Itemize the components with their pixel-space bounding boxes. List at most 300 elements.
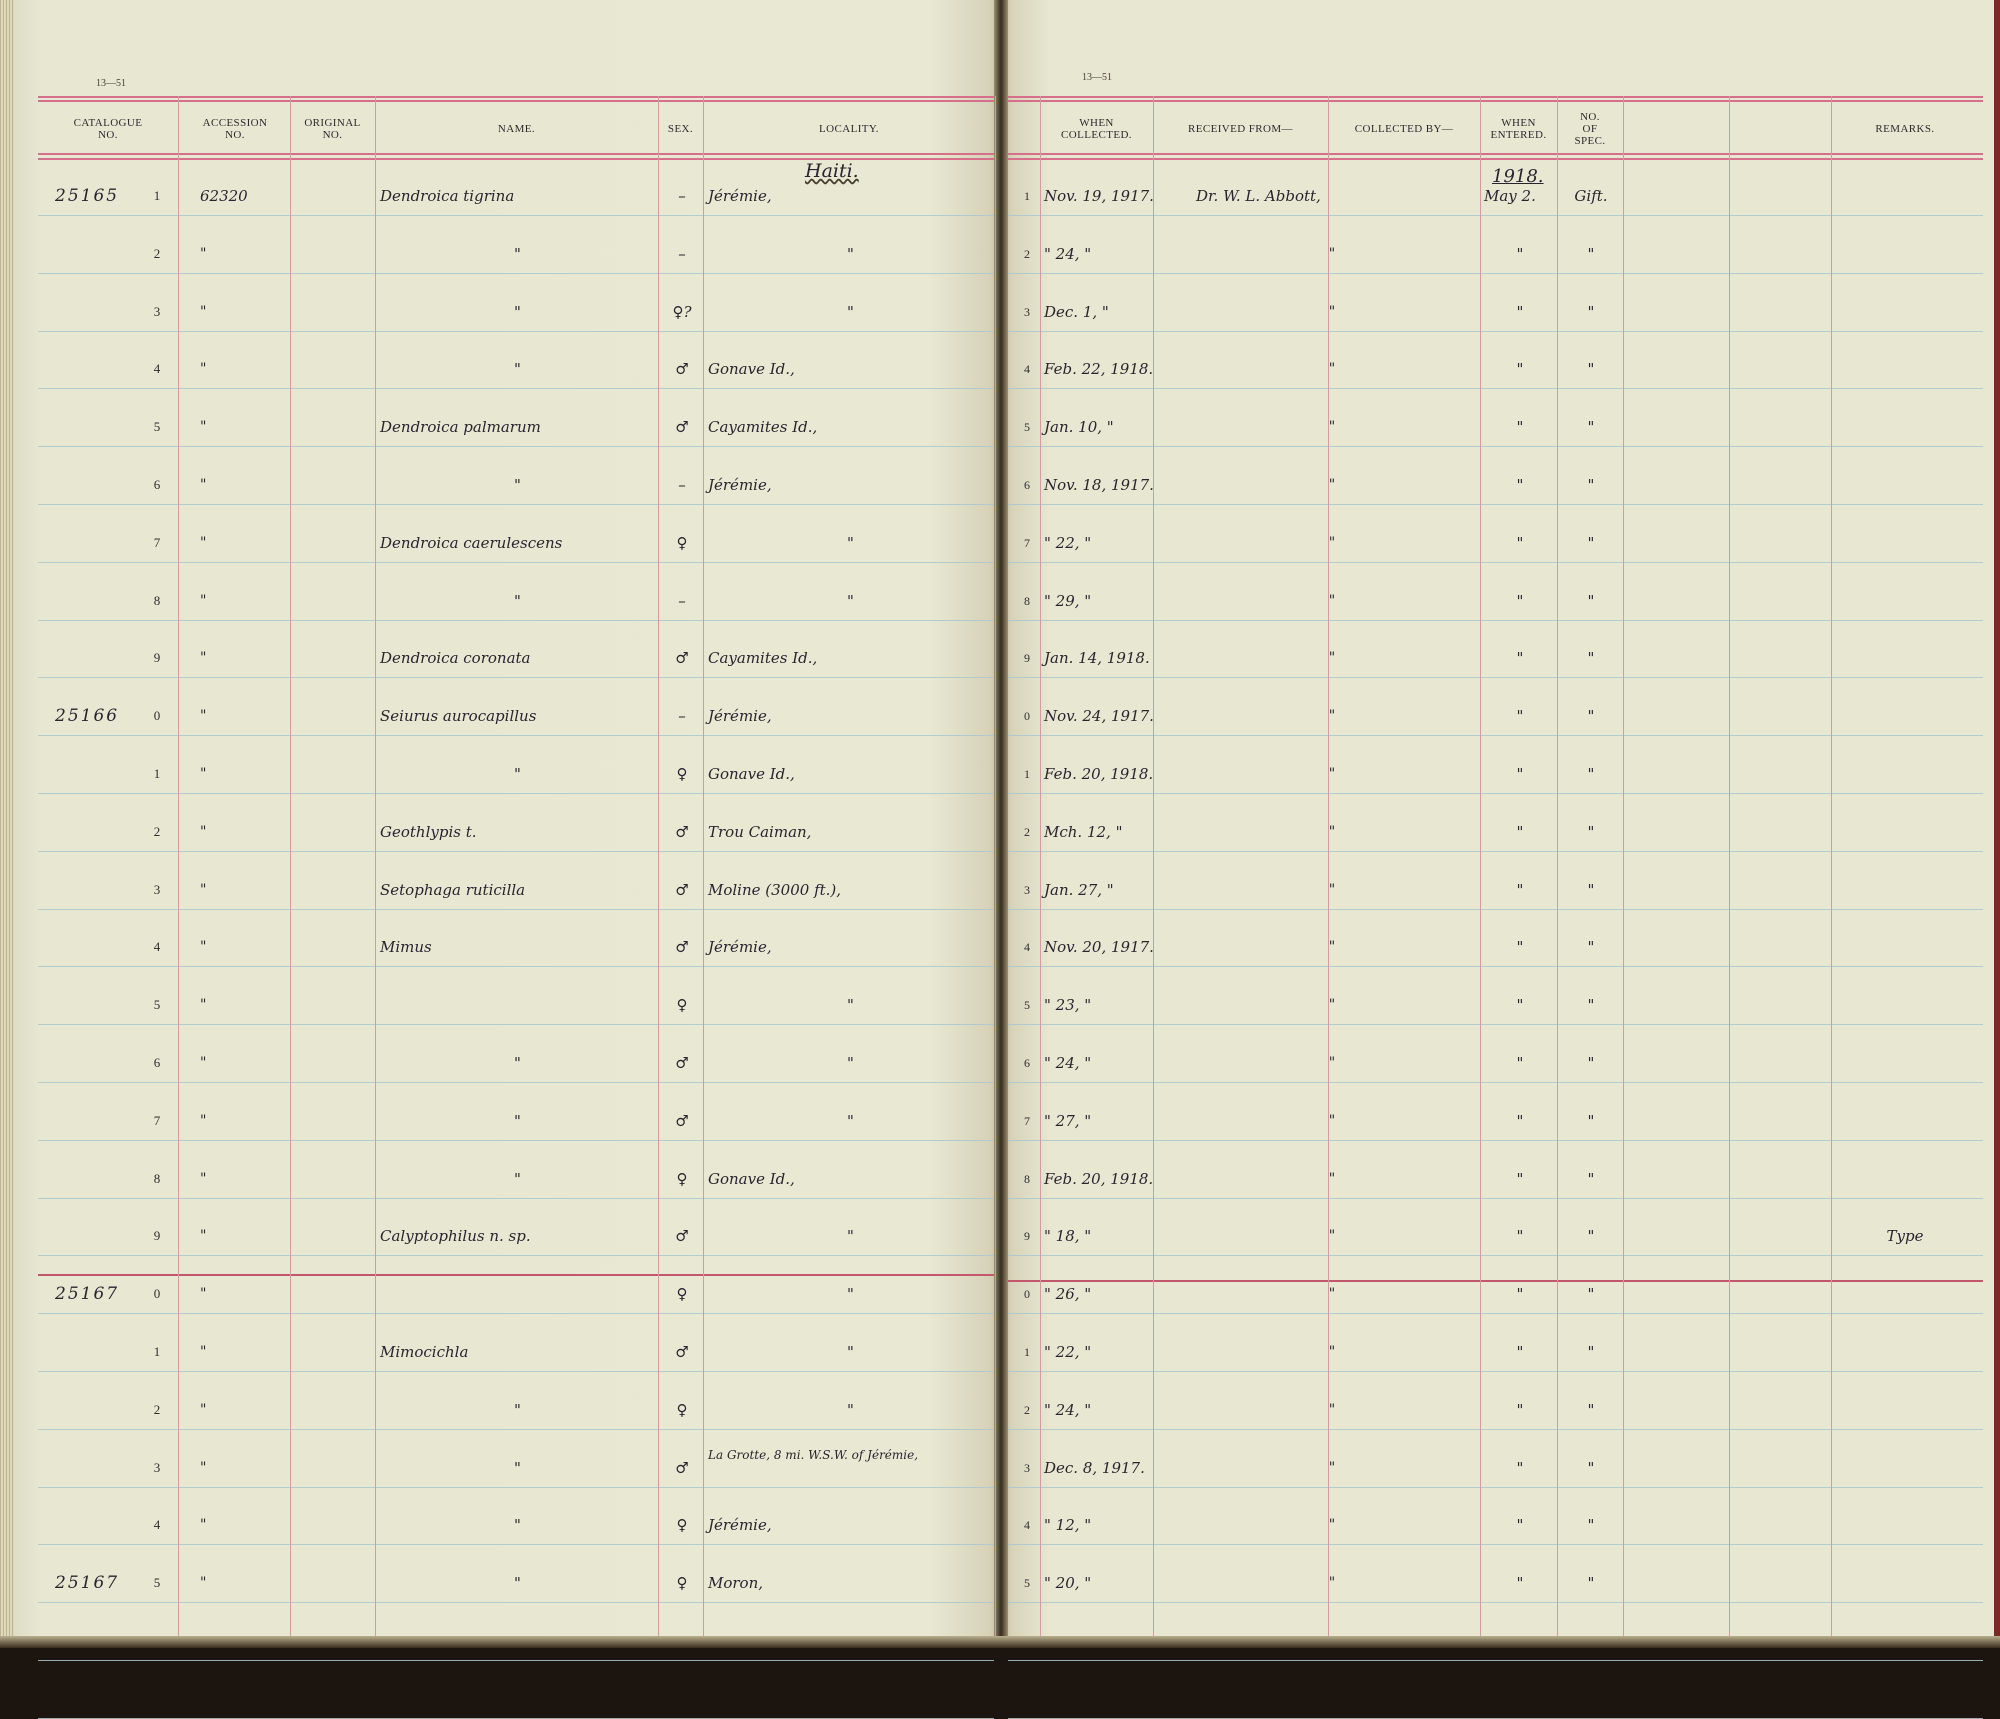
species-name: Seiurus aurocapillus [380, 707, 537, 725]
sex-symbol: ♂ [675, 1459, 689, 1477]
number-of-specimens: " [1587, 1459, 1595, 1477]
date-collected: " 24, " [1044, 245, 1092, 263]
locality: " [847, 592, 854, 610]
accession-number: " [200, 997, 207, 1013]
locality: Cayamites Id., [708, 418, 818, 436]
sex-symbol: – [678, 592, 686, 610]
sex-symbol: ♀ [676, 1574, 688, 1592]
table-row [0, 812, 2000, 856]
date-entered: " [1516, 1227, 1524, 1245]
date-entered: " [1516, 303, 1524, 321]
locality: Jérémie, [708, 476, 772, 494]
date-entered: " [1516, 1574, 1524, 1592]
sex-symbol: – [678, 187, 686, 205]
locality: La Grotte, 8 mi. W.S.W. of Jérémie, [708, 1448, 919, 1462]
collected-by: " [1328, 1575, 1336, 1591]
date-collected: " 22, " [1044, 534, 1092, 552]
row-index-right: 1 [1024, 767, 1030, 781]
number-of-specimens: " [1587, 1285, 1595, 1303]
catalogue-number: 25167 [55, 1284, 120, 1304]
number-of-specimens: " [1587, 707, 1595, 725]
species-name: " [514, 476, 521, 494]
date-collected: Nov. 24, 1917. [1044, 707, 1154, 725]
accession-number: " [200, 1460, 207, 1476]
date-entered: " [1516, 1170, 1524, 1188]
number-of-specimens: Gift. [1574, 187, 1608, 205]
locality-heading: Haiti. [805, 160, 859, 182]
table-row [0, 1505, 2000, 1549]
species-name: " [514, 1401, 521, 1419]
number-of-specimens: " [1587, 649, 1595, 667]
locality: Jérémie, [708, 1516, 772, 1534]
header-catalogue-no: CATALOGUE NO. [73, 117, 143, 141]
catalogue-last-digit: 9 [153, 650, 161, 665]
row-index-right: 1 [1024, 1345, 1030, 1359]
header-rule-right [1008, 158, 1983, 160]
number-of-specimens: " [1587, 303, 1595, 321]
date-entered: " [1516, 245, 1524, 263]
locality: " [847, 1227, 854, 1245]
sex-symbol: ♂ [675, 1343, 689, 1361]
catalogue-last-digit: 5 [153, 1575, 161, 1590]
catalogue-number: 25166 [55, 706, 120, 726]
accession-number: " [200, 766, 207, 782]
row-index-right: 1 [1024, 189, 1030, 203]
number-of-specimens: " [1587, 418, 1595, 436]
sex-symbol: ♂ [675, 881, 689, 899]
date-collected: Feb. 20, 1918. [1044, 765, 1154, 783]
table-row [0, 1332, 2000, 1376]
header-sex: SEX. [667, 123, 694, 135]
table-row [0, 1274, 2000, 1318]
number-of-specimens: " [1587, 823, 1595, 841]
collected-by: " [1328, 766, 1336, 782]
species-name: " [514, 245, 521, 263]
catalogue-last-digit: 0 [153, 708, 161, 723]
date-collected: Dec. 1, " [1044, 303, 1109, 321]
species-name: " [514, 1574, 521, 1592]
date-collected: Jan. 14, 1918. [1044, 649, 1150, 667]
catalogue-last-digit: 9 [153, 1228, 161, 1243]
number-of-specimens: " [1587, 1343, 1595, 1361]
date-entered: " [1516, 996, 1524, 1014]
date-collected: " 24, " [1044, 1401, 1092, 1419]
sex-symbol: ♂ [675, 418, 689, 436]
accession-number: " [200, 1344, 207, 1360]
species-name: Setophaga ruticilla [380, 881, 526, 899]
table-row [0, 523, 2000, 567]
row-index-right: 2 [1024, 825, 1030, 839]
table-row [0, 1216, 2000, 1260]
catalogue-last-digit: 4 [153, 939, 161, 954]
date-collected: " 23, " [1044, 996, 1092, 1014]
collected-by: " [1328, 419, 1336, 435]
row-index-right: 6 [1024, 478, 1030, 492]
table-row [0, 176, 2000, 220]
row-index-right: 2 [1024, 247, 1030, 261]
collected-by: " [1328, 1113, 1336, 1129]
number-of-specimens: " [1587, 1227, 1595, 1245]
species-name: Dendroica palmarum [380, 418, 541, 436]
date-collected: Nov. 19, 1917. [1044, 187, 1154, 205]
table-row [0, 870, 2000, 914]
locality: Jérémie, [708, 187, 772, 205]
date-collected: " 18, " [1044, 1227, 1092, 1245]
table-row [0, 696, 2000, 740]
sex-symbol: ♀ [676, 765, 688, 783]
sex-symbol: ♀ [676, 1170, 688, 1188]
locality: Gonave Id., [708, 360, 795, 378]
species-name: " [514, 303, 521, 321]
table-row [0, 1390, 2000, 1434]
collected-by: " [1328, 1055, 1336, 1071]
catalogue-last-digit: 6 [153, 1055, 161, 1070]
number-of-specimens: " [1587, 1574, 1595, 1592]
locality: " [847, 1112, 854, 1130]
collected-by: " [1328, 1460, 1336, 1476]
collected-by: " [1328, 939, 1336, 955]
date-collected: " 27, " [1044, 1112, 1092, 1130]
date-entered: " [1516, 360, 1524, 378]
catalogue-last-digit: 7 [153, 1113, 161, 1128]
collected-by: " [1328, 246, 1336, 262]
sex-symbol: – [678, 476, 686, 494]
catalogue-last-digit: 8 [153, 593, 161, 608]
date-entered: " [1516, 1459, 1524, 1477]
locality: Gonave Id., [708, 1170, 795, 1188]
number-of-specimens: " [1587, 1054, 1595, 1072]
header-locality: LOCALITY. [819, 123, 879, 135]
catalogue-last-digit: 2 [153, 246, 161, 261]
table-row [0, 581, 2000, 625]
catalogue-number: 25167 [55, 1573, 120, 1593]
species-name: " [514, 1054, 521, 1072]
year-heading: 1918. [1492, 166, 1544, 187]
species-name: Mimocichla [380, 1343, 469, 1361]
number-of-specimens: " [1587, 592, 1595, 610]
row-index-right: 9 [1024, 1229, 1030, 1243]
date-collected: Mch. 12, " [1044, 823, 1123, 841]
date-collected: Feb. 20, 1918. [1044, 1170, 1154, 1188]
locality: " [847, 534, 854, 552]
sex-symbol: – [678, 707, 686, 725]
catalogue-last-digit: 3 [153, 1460, 161, 1475]
header-name: NAME. [497, 123, 536, 135]
accession-number: " [200, 1228, 207, 1244]
number-of-specimens: " [1587, 1401, 1595, 1419]
species-name: Mimus [380, 938, 432, 956]
header-rule-left [38, 96, 994, 98]
accession-number: " [200, 1055, 207, 1071]
row-index-right: 7 [1024, 536, 1030, 550]
header-when-entered: WHEN ENTERED. [1490, 117, 1547, 141]
accession-number: " [200, 1402, 207, 1418]
row-index-right: 8 [1024, 1172, 1030, 1186]
number-of-specimens: " [1587, 476, 1595, 494]
date-entered: May 2. [1484, 187, 1536, 205]
locality: Moline (3000 ft.), [708, 881, 842, 899]
header-rule-right [1008, 100, 1983, 102]
row-index-right: 8 [1024, 594, 1030, 608]
accession-number: " [200, 361, 207, 377]
accession-number: " [200, 304, 207, 320]
date-entered: " [1516, 1343, 1524, 1361]
row-index-right: 3 [1024, 883, 1030, 897]
catalogue-last-digit: 0 [153, 1286, 161, 1301]
accession-number: " [200, 824, 207, 840]
date-entered: " [1516, 1516, 1524, 1534]
species-name: Dendroica coronata [380, 649, 531, 667]
catalogue-last-digit: 5 [153, 419, 161, 434]
species-name: Geothlypis t. [380, 823, 477, 841]
locality: Cayamites Id., [708, 649, 818, 667]
species-name: " [514, 1516, 521, 1534]
date-entered: " [1516, 823, 1524, 841]
accession-number: " [200, 708, 207, 724]
sex-symbol: ♂ [675, 938, 689, 956]
date-collected: " 24, " [1044, 1054, 1092, 1072]
catalogue-last-digit: 4 [153, 361, 161, 376]
number-of-specimens: " [1587, 245, 1595, 263]
date-collected: Nov. 20, 1917. [1044, 938, 1154, 956]
collected-by: " [1328, 1171, 1336, 1187]
row-index-right: 7 [1024, 1114, 1030, 1128]
table-row [0, 234, 2000, 278]
date-collected: Jan. 10, " [1044, 418, 1114, 436]
locality: Gonave Id., [708, 765, 795, 783]
number-of-specimens: " [1587, 360, 1595, 378]
species-name: " [514, 592, 521, 610]
collected-by: " [1328, 1517, 1336, 1533]
table-row [0, 927, 2000, 971]
row-index-right: 4 [1024, 362, 1030, 376]
collected-by: " [1328, 708, 1336, 724]
row-index-right: 3 [1024, 305, 1030, 319]
accession-number: " [200, 1575, 207, 1591]
locality: " [847, 1285, 854, 1303]
catalogue-last-digit: 3 [153, 882, 161, 897]
collected-by: " [1328, 477, 1336, 493]
row-index-right: 4 [1024, 940, 1030, 954]
sex-symbol: ♂ [675, 823, 689, 841]
collected-by: " [1328, 593, 1336, 609]
species-name: Calyptophilus n. sp. [380, 1227, 531, 1245]
date-entered: " [1516, 1054, 1524, 1072]
collected-by: " [1328, 535, 1336, 551]
date-collected: Feb. 22, 1918. [1044, 360, 1154, 378]
sex-symbol: ♂ [675, 649, 689, 667]
row-index-right: 4 [1024, 1518, 1030, 1532]
left-page-number: 13—51 [96, 78, 126, 89]
number-of-specimens: " [1587, 881, 1595, 899]
date-entered: " [1516, 534, 1524, 552]
accession-number: " [200, 477, 207, 493]
date-collected: " 20, " [1044, 1574, 1092, 1592]
catalogue-last-digit: 6 [153, 477, 161, 492]
accession-number: 62320 [200, 187, 248, 205]
number-of-specimens: " [1587, 1112, 1595, 1130]
collected-by: " [1328, 997, 1336, 1013]
collected-by: " [1328, 1286, 1336, 1302]
locality: " [847, 1401, 854, 1419]
header-no-of-spec: NO. OF SPEC. [1574, 111, 1606, 147]
locality: " [847, 996, 854, 1014]
accession-number: " [200, 535, 207, 551]
book-bottom-edge [0, 1636, 2000, 1648]
collected-by: " [1328, 882, 1336, 898]
header-remarks: REMARKS. [1875, 123, 1935, 135]
date-entered: " [1516, 765, 1524, 783]
locality: Moron, [708, 1574, 764, 1592]
date-entered: " [1516, 707, 1524, 725]
species-name: Dendroica tigrina [380, 187, 515, 205]
sex-symbol: ♀ [676, 534, 688, 552]
accession-number: " [200, 246, 207, 262]
header-rule-right [1008, 96, 1983, 98]
locality: Jérémie, [708, 938, 772, 956]
table-row [0, 638, 2000, 682]
table-row [0, 1159, 2000, 1203]
species-name: " [514, 1170, 521, 1188]
accession-number: " [200, 939, 207, 955]
row-rule-right [1008, 1660, 1983, 1661]
date-entered: " [1516, 1112, 1524, 1130]
locality: " [847, 245, 854, 263]
accession-number: " [200, 1171, 207, 1187]
date-collected: " 26, " [1044, 1285, 1092, 1303]
table-row [0, 985, 2000, 1029]
date-collected: " 22, " [1044, 1343, 1092, 1361]
header-received-from: RECEIVED FROM— [1188, 123, 1293, 135]
number-of-specimens: " [1587, 1170, 1595, 1188]
catalogue-last-digit: 1 [153, 766, 161, 781]
accession-number: " [200, 419, 207, 435]
sex-symbol: ♀ [676, 1285, 688, 1303]
row-index-right: 6 [1024, 1056, 1030, 1070]
species-name: " [514, 360, 521, 378]
table-row [0, 407, 2000, 451]
row-index-right: 0 [1024, 1287, 1030, 1301]
row-index-right: 3 [1024, 1461, 1030, 1475]
header-collected-by: COLLECTED BY— [1354, 123, 1454, 135]
catalogue-last-digit: 5 [153, 997, 161, 1012]
table-row [0, 754, 2000, 798]
collected-by: " [1328, 304, 1336, 320]
header-accession-no: ACCESSION NO. [202, 117, 268, 141]
date-collected: Jan. 27, " [1044, 881, 1114, 899]
catalogue-last-digit: 7 [153, 535, 161, 550]
species-name: " [514, 765, 521, 783]
collected-by: " [1328, 824, 1336, 840]
sex-symbol: ♀? [672, 303, 692, 321]
table-row [0, 1101, 2000, 1145]
locality: " [847, 1054, 854, 1072]
date-collected: " 12, " [1044, 1516, 1092, 1534]
catalogue-last-digit: 2 [153, 1402, 161, 1417]
catalogue-last-digit: 3 [153, 304, 161, 319]
sex-symbol: ♂ [675, 1112, 689, 1130]
catalogue-last-digit: 4 [153, 1517, 161, 1532]
sex-symbol: – [678, 245, 686, 263]
date-collected: " 29, " [1044, 592, 1092, 610]
locality: " [847, 303, 854, 321]
sex-symbol: ♀ [676, 1401, 688, 1419]
accession-number: " [200, 1286, 207, 1302]
catalogue-number: 25165 [55, 186, 120, 206]
catalogue-last-digit: 1 [153, 188, 161, 203]
row-index-right: 5 [1024, 420, 1030, 434]
row-index-right: 2 [1024, 1403, 1030, 1417]
number-of-specimens: " [1587, 534, 1595, 552]
sex-symbol: ♂ [675, 1054, 689, 1072]
header-when-collected: WHEN COLLECTED. [1061, 117, 1132, 141]
row-index-right: 0 [1024, 709, 1030, 723]
accession-number: " [200, 1113, 207, 1129]
species-name: " [514, 1459, 521, 1477]
accession-number: " [200, 650, 207, 666]
date-entered: " [1516, 881, 1524, 899]
date-collected: Nov. 18, 1917. [1044, 476, 1154, 494]
sex-symbol: ♀ [676, 1516, 688, 1534]
header-rule-left [38, 100, 994, 102]
row-index-right: 5 [1024, 998, 1030, 1012]
sex-symbol: ♀ [676, 996, 688, 1014]
accession-number: " [200, 882, 207, 898]
date-entered: " [1516, 592, 1524, 610]
date-entered: " [1516, 418, 1524, 436]
catalogue-last-digit: 2 [153, 824, 161, 839]
collected-by: " [1328, 1402, 1336, 1418]
locality: Trou Caiman, [708, 823, 812, 841]
accession-number: " [200, 1517, 207, 1533]
table-row [0, 1563, 2000, 1607]
date-collected: Dec. 8, 1917. [1044, 1459, 1145, 1477]
date-entered: " [1516, 1401, 1524, 1419]
number-of-specimens: " [1587, 1516, 1595, 1534]
collected-by: " [1328, 361, 1336, 377]
table-row [0, 292, 2000, 336]
table-row [0, 349, 2000, 393]
accession-number: " [200, 593, 207, 609]
date-entered: " [1516, 1285, 1524, 1303]
number-of-specimens: " [1587, 765, 1595, 783]
table-row [0, 465, 2000, 509]
date-entered: " [1516, 938, 1524, 956]
locality: Jérémie, [708, 707, 772, 725]
collected-by: " [1328, 1344, 1336, 1360]
received-from: Dr. W. L. Abbott, [1196, 187, 1321, 205]
date-entered: " [1516, 476, 1524, 494]
right-page-number: 13—51 [1082, 72, 1112, 83]
catalogue-last-digit: 8 [153, 1171, 161, 1186]
collected-by: " [1328, 650, 1336, 666]
collected-by: " [1328, 1228, 1336, 1244]
sex-symbol: ♂ [675, 1227, 689, 1245]
species-name: " [514, 1112, 521, 1130]
row-rule-left [38, 1660, 994, 1661]
catalogue-last-digit: 1 [153, 1344, 161, 1359]
number-of-specimens: " [1587, 938, 1595, 956]
sex-symbol: ♂ [675, 360, 689, 378]
row-index-right: 5 [1024, 1576, 1030, 1590]
number-of-specimens: " [1587, 996, 1595, 1014]
header-original-no: ORIGINAL NO. [304, 117, 361, 141]
table-row [0, 1043, 2000, 1087]
table-row [0, 1448, 2000, 1492]
row-index-right: 9 [1024, 651, 1030, 665]
locality: " [847, 1343, 854, 1361]
date-entered: " [1516, 649, 1524, 667]
